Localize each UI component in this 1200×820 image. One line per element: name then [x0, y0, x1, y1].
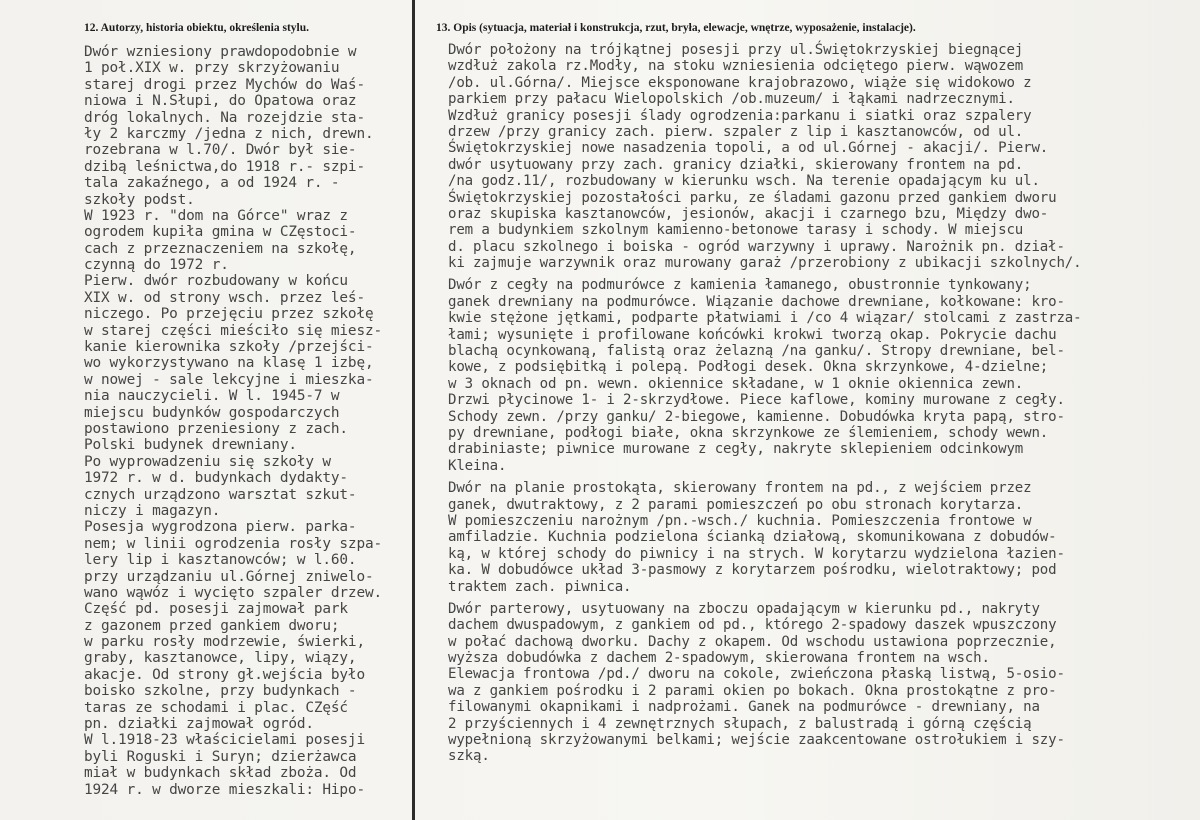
history-line: 1 poł.XIX w. przy skrzyżowaniu: [84, 60, 340, 77]
description-line: blachą ocynkowaną, falistą oraz żelazną /na ganku/. Stropy drewniane, bel-: [448, 343, 1065, 360]
section-13-title: 13. Opis (sytuacja, materiał i konstrukcja, rzut, bryła, elewacje, wnętrze, wyposażenie, instalacje).: [436, 22, 916, 34]
history-line: Część pd. posesji zajmował park: [84, 601, 348, 618]
description-line: rem a budynkiem szkolnym kamienno-betonowe tarasy i schody. W miejscu: [448, 222, 1024, 239]
description-paragraph: [448, 277, 1188, 474]
description-column: [448, 42, 1188, 765]
description-line: 2 przyściennych i 4 zewnętrznych słupach, z balustradą i górną częścią: [448, 715, 1032, 732]
history-line: akacje. Od strony gł.wejścia było: [84, 666, 365, 683]
history-line: Po wyprowadzeniu się szkoły w: [84, 453, 331, 470]
history-line: Pierw. dwór rozbudowany w końcu: [84, 273, 348, 290]
history-line: przy urządzaniu ul.Górnej zniwelo-: [84, 568, 374, 585]
history-line: nem; w linii ogrodzenia rosły szpa-: [84, 535, 382, 552]
history-line: Polski budynek drewniany.: [84, 437, 297, 454]
history-line: graby, kasztanowce, lipy, wiązy,: [84, 650, 357, 667]
history-line: rozebrana w l.70/. Dwór był sie-: [84, 142, 357, 159]
history-line: wo wykorzystywano na klasę 1 izbę,: [84, 355, 374, 372]
description-paragraph: [448, 480, 1188, 595]
description-line: drzew /przy granicy zach. pierw. szpaler z lip i kasztanowców, od ul.: [448, 123, 1024, 140]
description-line: Drzwi płycinowe 1- i 2-skrzydłowe. Piece kaflowe, kominy murowane z cegły.: [448, 392, 1065, 409]
description-line: oraz skupiska kasztanowców, jesionów, akacji i czarnego bzu, Między dwo-: [448, 205, 1049, 222]
description-line: /ob. ul.Górna/. Miejsce eksponowane krajobrazowo, wiąże się widokowo z: [448, 74, 1032, 91]
history-line: W l.1918-23 właścicielami posesji: [84, 732, 365, 749]
description-line: drabiniaste; piwnice murowane z cegły, nakryte sklepieniem odcinkowym: [448, 441, 1024, 458]
history-line: miejscu budynków gospodarczych: [84, 404, 340, 421]
column-divider: [412, 0, 415, 820]
description-line: wypełnioną skrzyżowanymi belkami; wejście zaakcentowane ostrołukiem i szy-: [448, 732, 1065, 749]
description-line: /na godz.11/, rozbudowany w kierunku wsch. Na terenie opadającym ku ul.: [448, 173, 1040, 190]
history-line: pn. działki zajmował ogród.: [84, 716, 314, 733]
history-line: cznych urządzono warsztat szkut-: [84, 486, 357, 503]
history-line: lery lip i kasztanowców; w l.60.: [84, 552, 357, 569]
history-line: ogrodem kupiła gmina w CZęstoci-: [84, 224, 357, 241]
description-line: dachem dwuspadowym, z gankiem od pd., którego 2-spadowy daszek wpuszczony: [448, 617, 1057, 634]
description-line: W pomieszczeniu narożnym /pn.-wsch./ kuchnia. Pomieszczenia frontowe w: [448, 512, 1032, 529]
history-line: ły 2 karczmy /jedna z nich, drewn.: [84, 125, 374, 142]
description-line: dwór usytuowany przy zach. granicy działki, skierowany frontem na pd.: [448, 156, 1024, 173]
history-line: niowa i N.Słupi, do Opatowa oraz: [84, 93, 357, 110]
description-line: Kleina.: [448, 457, 507, 474]
description-line: ganek, dwutraktowy, z 2 parami pomieszczeń po obu stronach korytarza.: [448, 496, 1024, 513]
history-line: Posesja wygrodzona pierw. parka-: [84, 519, 357, 536]
description-line: Dwór na planie prostokąta, skierowany frontem na pd., z wejściem przez: [448, 480, 1032, 497]
description-line: Świętokrzyskiej nowe nasadzenia topoli, a od ul.Górnej - akacji/. Pierw.: [448, 140, 1049, 157]
description-line: ka. W dobudówce układ 3-pasmowy z korytarzem pośrodku, wielotraktowy; pod: [448, 562, 1057, 579]
description-line: py drewniane, podłogi białe, okna skrzynkowe ze ślemieniem, schody wewn.: [448, 424, 1049, 441]
description-line: Dwór położony na trójkątnej posesji przy ul.Świętokrzyskiej biegnącej: [448, 42, 1024, 58]
description-line: filowanymi okapnikami i nadprożami. Ganek na podmurówce - drewniany, na: [448, 699, 1040, 716]
history-line: w starej części mieściło się miesz-: [84, 322, 382, 339]
history-line: w nowej - sale lekcyjne i mieszka-: [84, 371, 374, 388]
description-line: Dwór parterowy, usytuowany na zboczu opadającym w kierunku pd., nakryty: [448, 600, 1040, 617]
description-line: ką, w której schody do piwnicy i na strych. W korytarzu wydzielona łazien-: [448, 545, 1065, 562]
history-line: niczego. Po przejęciu przez szkołę: [84, 306, 374, 323]
description-line: Dwór z cegły na podmurówce z kamienia łamanego, obustronnie tynkowany;: [448, 277, 1032, 294]
history-line: niczy i magazyn.: [84, 502, 221, 519]
description-line: kwie stężone jętkami, podparte płatwiami i /co 4 wiązar/ stolcami z zastrza-: [448, 310, 1082, 327]
history-line: tala zakaźnego, a od 1924 r. -: [84, 175, 340, 192]
description-line: wzdłuż zakola rz.Modły, na stoku wzniesienia odciętego pierw. wąwozem: [448, 58, 1024, 75]
history-line: cach z przeznaczeniem na szkołę,: [84, 240, 357, 257]
section-12-title: 12. Autorzy, historia obiektu, określenia stylu.: [84, 22, 310, 34]
description-line: ki zajmuje warzywnik oraz murowany garaż /przerobiony z ubikacji szkolnych/.: [448, 255, 1082, 272]
description-line: szką.: [448, 748, 490, 765]
history-line: dróg lokalnych. Na rozejdzie sta-: [84, 109, 365, 126]
history-line: dzibą leśnictwa,do 1918 r.- szpi-: [84, 158, 365, 175]
history-line: z gazonem przed gankiem dworu;: [84, 617, 340, 634]
description-paragraph: [448, 42, 1188, 271]
history-line: Dwór wzniesiony prawdopodobnie w: [84, 44, 357, 60]
history-line: wano wąwóz i wycięto szpaler drzew.: [84, 584, 382, 601]
history-line: 1924 r. w dworze mieszkali: Hipo-: [84, 781, 365, 798]
description-line: ganek drewniany na podmurówce. Wiązanie dachowe drewniane, kołkowane: kro-: [448, 293, 1065, 310]
description-line: d. placu szkolnego i boiska - ogród warzywny i uprawy. Narożnik pn. dział-: [448, 238, 1065, 255]
history-line: miał w budynkach skład zboża. Od: [84, 765, 357, 782]
description-line: Świętokrzyskiej pozostałości parku, ze śladami gazonu przed gankiem dworu: [448, 189, 1057, 206]
history-line: XIX w. od strony wsch. przez leś-: [84, 289, 365, 306]
history-line: boisko szkolne, przy budynkach -: [84, 683, 357, 700]
description-line: łami; wysunięte i profilowane końcówki krokwi tworzą okap. Pokrycie dachu: [448, 326, 1057, 343]
history-line: nia nauczycieli. W l. 1945-7 w: [84, 388, 340, 405]
description-line: kowe, z podsiębitką i polepą. Podłogi desek. Okna skrzynkowe, 4-dzielne;: [448, 359, 1049, 376]
history-line: byli Roguski i Suryn; dzierżawca: [84, 748, 357, 765]
description-line: w 3 oknach od pn. wewn. okiennice składane, w 1 oknie okiennica zewn.: [448, 375, 1024, 392]
description-paragraph: [448, 601, 1188, 765]
description-line: amfiladzie. Kuchnia podzielona ścianką działową, skomunikowana z dobudów-: [448, 529, 1057, 546]
description-line: Schody zewn. /przy ganku/ 2-biegowe, kamienne. Dobudówka kryta papą, stro-: [448, 408, 1065, 425]
description-line: wyższa dobudówka z dachem 2-spadowym, skierowana frontem na wsch.: [448, 650, 990, 667]
history-line: postawiono przeniesiony z zach.: [84, 420, 348, 437]
description-line: Wzdłuż granicy posesji ślady ogrodzenia:parkanu i siatki oraz szpalery: [448, 107, 1032, 124]
history-line: kanie kierownika szkoły /przejści-: [84, 339, 374, 356]
history-line: starej drogi przez Mychów do Waś-: [84, 76, 365, 93]
description-line: wa z gankiem pośrodku i 2 parami okien po bokach. Okna prostokątne z pro-: [448, 682, 1057, 699]
history-column: [84, 44, 410, 798]
history-line: czynną do 1972 r.: [84, 257, 229, 274]
description-line: parkiem przy pałacu Wielopolskich /ob.muzeum/ i łąkami nadrzecznymi.: [448, 91, 1015, 108]
history-line: w parku rosły modrzewie, świerki,: [84, 634, 365, 651]
description-line: Elewacja frontowa /pd./ dworu na cokole, zwieńczona płaską listwą, 5-osio-: [448, 666, 1065, 683]
description-line: traktem zach. piwnica.: [448, 578, 632, 595]
history-line: W 1923 r. "dom na Górce" wraz z: [84, 207, 348, 224]
history-line: taras ze schodami i plac. CZęść: [84, 699, 348, 716]
history-line: 1972 r. w d. budynkach dydakty-: [84, 470, 348, 487]
description-line: w połać dachową dworku. Dachy z okapem. Od wschodu ustawiona poprzecznie,: [448, 633, 1057, 650]
history-line: szkoły podst.: [84, 191, 195, 208]
